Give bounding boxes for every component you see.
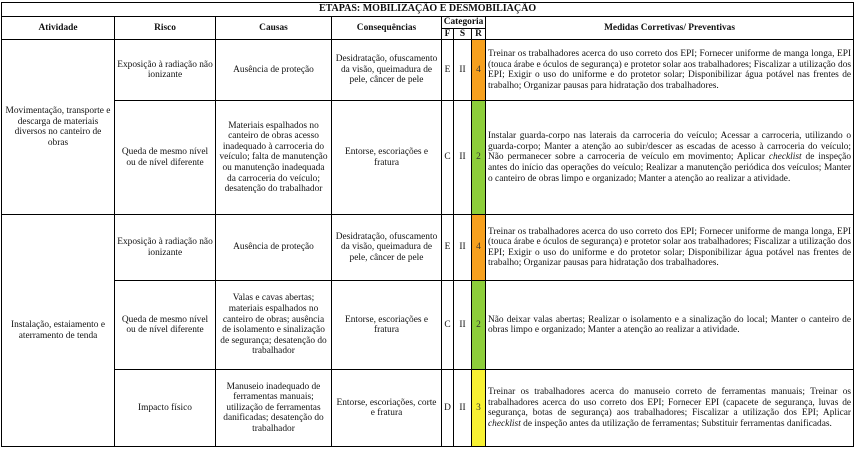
causas-cell: Ausência de proteção [216, 215, 332, 281]
table-row [2, 101, 854, 215]
category-f-cell: C [442, 101, 454, 215]
category-r-cell: 3 [472, 370, 486, 447]
medidas-text: Treinar os trabalhadores acerca do manuseio correto de ferramentas manuais; Treinar os trabalhadores acerca do uso correto dos EPI; Fornecer EPI (capacete de segurança, luvas de segurança, botas de segurança) aos trabalhadores; Fiscalizar a utilização dos EPI; Aplicar [488, 387, 852, 419]
causas-cell: Manuseio inadequado de ferramentas manuais; utilização de ferramentas danificadas; desatenção do trabalhador [216, 370, 332, 447]
table-row [2, 215, 854, 281]
table-title: ETAPAS: MOBILIZAÇÃO E DESMOBILIAÇÃO [2, 3, 854, 17]
risco-cell: Exposição à radiação não ionizante [115, 40, 216, 101]
consequencias-cell: Desidratação, ofuscamento da visão, queimadura de pele, câncer de pele [332, 40, 442, 101]
risco-cell: Queda de mesmo nível ou de nível diferente [115, 101, 216, 215]
category-s-cell: II [454, 101, 472, 215]
header-medidas: Medidas Corretivas/ Preventivas [486, 17, 854, 40]
medidas-italic-term: checklist [768, 152, 802, 163]
header-categoria: Categoria [442, 17, 486, 29]
consequencias-cell: Entorse, escoriações, corte e fratura [332, 370, 442, 447]
medidas-text: Não deixar valas abertas; Realizar o isolamento e a sinalização do local; Manter o canteiro de obras limpo e organizado; Manter a atenção ao realizar a atividade. [488, 314, 852, 336]
category-f-cell: D [442, 370, 454, 447]
table-row [2, 370, 854, 447]
medidas-text: Treinar os trabalhadores acerca do uso correto dos EPI; Fornecer uniforme de manga longa, EPI (touca árabe e óculos de segurança) e protetor solar aos trabalhadores; Fiscalizar a utilização dos EPI; Exigir o uso do uniforme e do protetor solar; Disponibilizar água potável nas frentes de trabalho; Organizar pausas para hidratação dos trabalhadores. [488, 226, 852, 269]
category-r-cell: 2 [472, 101, 486, 215]
atividade-cell: Movimentação, transporte e descarga de materiais diversos no canteiro de obras [2, 40, 115, 215]
category-r-cell: 2 [472, 281, 486, 370]
risco-cell: Exposição à radiação não ionizante [115, 215, 216, 281]
category-f-cell: E [442, 40, 454, 101]
category-r-cell: 4 [472, 40, 486, 101]
header-r: R [472, 28, 486, 40]
medidas-cell [486, 40, 854, 101]
risco-cell: Queda de mesmo nível ou de nível diferente [115, 281, 216, 370]
medidas-cell [486, 101, 854, 215]
category-s-cell: II [454, 370, 472, 447]
medidas-text: Treinar os trabalhadores acerca do uso correto dos EPI; Fornecer uniforme de manga longa, EPI (touca árabe e óculos de segurança) e protetor solar aos trabalhadores; Fiscalizar a utilização dos EPI; Exigir o uso do uniforme e do protetor solar; Disponibilizar água potável nas frentes de trabalho; Organizar pausas para hidratação dos trabalhadores. [488, 49, 852, 91]
medidas-text-cont: de inspeção antes do início das operações do veículo; Realizar a manutenção periódica dos veículos; Manter o canteiro de obras limpo e organizado; Manter a atenção ao realizar a atividade. [488, 152, 852, 184]
header-risco: Risco [115, 17, 216, 40]
medidas-cell [486, 281, 854, 370]
category-f-cell: C [442, 281, 454, 370]
table-row [2, 281, 854, 370]
medidas-text: Instalar guarda-corpo nas laterais da carroceria do veículo; Acessar a carroceria, utilizando o guarda-corpo; Manter a atenção ao subir/descer as escadas de acesso à carroceria do veículo; Não permanecer sobre a carroceria de veículo em movimento; Aplicar [488, 131, 852, 163]
consequencias-cell: Entorse, escoriações e fratura [332, 101, 442, 215]
category-s-cell: II [454, 40, 472, 101]
category-s-cell: II [454, 215, 472, 281]
consequencias-cell: Entorse, escoriações e fratura [332, 281, 442, 370]
medidas-cell [486, 370, 854, 447]
header-s: S [454, 28, 472, 40]
causas-cell: Materiais espalhados no canteiro de obras acesso inadequado à carroceria do veículo; falta de manutenção ou manutenção inadequada da carroceria do veículo; desatenção do trabalhador [216, 101, 332, 215]
risk-assessment-table [1, 2, 854, 447]
medidas-italic-term: checklist [488, 418, 521, 429]
category-f-cell: E [442, 215, 454, 281]
header-causas: Causas [216, 17, 332, 40]
medidas-cell [486, 215, 854, 281]
header-atividade: Atividade [2, 17, 115, 40]
category-s-cell: II [454, 281, 472, 370]
causas-cell: Ausência de proteção [216, 40, 332, 101]
atividade-cell: Instalação, estaiamento e aterramento de tenda [2, 215, 115, 447]
consequencias-cell: Desidratação, ofuscamento da visão, queimadura de pele, câncer de pele [332, 215, 442, 281]
risco-cell: Impacto físico [115, 370, 216, 447]
risk-table-wrapper [1, 2, 854, 447]
table-row [2, 40, 854, 101]
category-r-cell: 4 [472, 215, 486, 281]
causas-cell: Valas e cavas abertas; materiais espalhados no canteiro de obras; ausência de isolamento e sinalização de segurança; desatenção do trabalhador [216, 281, 332, 370]
medidas-text-cont: de inspeção antes da utilização de ferramentas; Substituir ferramentas danificadas. [520, 418, 832, 429]
header-consequencias: Consequências [332, 17, 442, 40]
header-f: F [442, 28, 454, 40]
